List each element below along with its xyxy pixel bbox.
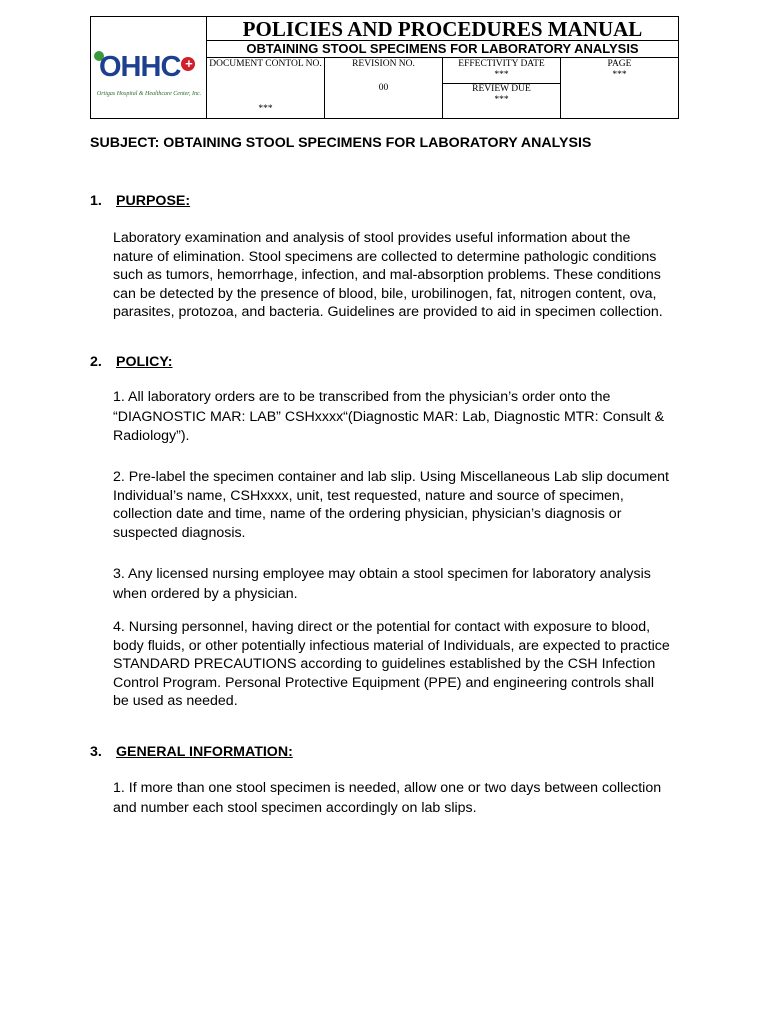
doc-control-cell bbox=[207, 58, 325, 118]
doc-control-value: *** bbox=[258, 104, 273, 114]
logo-text: OHHC bbox=[99, 51, 181, 83]
document-header-table bbox=[90, 16, 679, 119]
policy-item: 4. Nursing personnel, having direct or the potential for contact with exposure to blood, body fluids, or other potentially infectious material of Individuals, are expected to practice STANDARD PRECAUTIONS according to guidelines established by the CSH Infection Control Program. Personal Protective Equipment (PPE) and engineering controls shall be used as needed. bbox=[113, 619, 670, 709]
red-cross-icon: + bbox=[181, 57, 195, 71]
revision-label: REVISION NO. bbox=[352, 59, 415, 69]
policy-item: 3. Any licensed nursing employee may obtain a stool specimen for laboratory analysis when ordered by a physician. bbox=[113, 566, 651, 602]
review-value: *** bbox=[494, 95, 509, 105]
section-number: 1. bbox=[90, 193, 102, 209]
subject-line: SUBJECT: OBTAINING STOOL SPECIMENS FOR LABORATORY ANALYSIS bbox=[90, 135, 592, 151]
section-purpose-heading bbox=[90, 193, 190, 209]
section-general-heading bbox=[90, 744, 293, 760]
review-due-block bbox=[443, 83, 560, 118]
section-title: PURPOSE: bbox=[116, 193, 191, 209]
section-number: 3. bbox=[90, 744, 102, 760]
policy-item: 1. All laboratory orders are to be transcribed from the physician’s order onto the “DIAGNOSTIC MAR: LAB” CSHxxxx“(Diagnostic MAR: Lab, Diagnostic MTR: Consult & Radiology”). bbox=[113, 389, 665, 444]
effectivity-date-block bbox=[443, 58, 560, 84]
revision-value: 00 bbox=[378, 83, 389, 93]
effectivity-label: EFFECTIVITY DATE bbox=[458, 59, 545, 69]
review-label: REVIEW DUE bbox=[472, 84, 531, 94]
hospital-logo bbox=[99, 51, 195, 84]
general-item: 1. If more than one stool specimen is needed, allow one or two days between collection and number each stool specimen accordingly on lab slips. bbox=[113, 780, 662, 816]
revision-cell bbox=[325, 58, 443, 118]
section-title: GENERAL INFORMATION: bbox=[116, 744, 293, 760]
logo-subtext: Ortigas Hospital & Healthcare Center, Inc. bbox=[96, 91, 202, 97]
doc-control-label: DOCUMENT CONTOL NO. bbox=[209, 59, 322, 69]
policy-item: 2. Pre-label the specimen container and lab slip. Using Miscellaneous Lab slip document Individual’s name, CSHxxxx, unit, test requested, nature and source of specimen, collection date and time, name of the ordering physician, physician’s diagnosis or suspected diagnosis. bbox=[113, 469, 669, 541]
logo-cell bbox=[91, 17, 207, 118]
effectivity-value: *** bbox=[494, 70, 509, 80]
purpose-paragraph: Laboratory examination and analysis of stool provides useful information about the nature of elimination. Stool specimens are collected to determine pathologic conditions such as tumors, hemorrhage, infection, and mal-absorption problems. These conditions can be detected by the presence of blood, bile, urobilinogen, fat, nitrogen content, ova, parasites, protozoa, and bacteria. Guidelines are provided to aid in specimen collection. bbox=[113, 230, 663, 320]
manual-title: POLICIES AND PROCEDURES MANUAL bbox=[207, 17, 678, 41]
page-cell bbox=[561, 58, 678, 118]
page-label: PAGE bbox=[607, 59, 632, 69]
document-subtitle: OBTAINING STOOL SPECIMENS FOR LABORATORY ANALYSIS bbox=[207, 41, 678, 58]
section-title: POLICY: bbox=[116, 354, 173, 370]
section-policy-heading bbox=[90, 354, 173, 370]
page-value: *** bbox=[612, 70, 627, 80]
section-number: 2. bbox=[90, 354, 102, 370]
effectivity-cell bbox=[443, 58, 561, 118]
